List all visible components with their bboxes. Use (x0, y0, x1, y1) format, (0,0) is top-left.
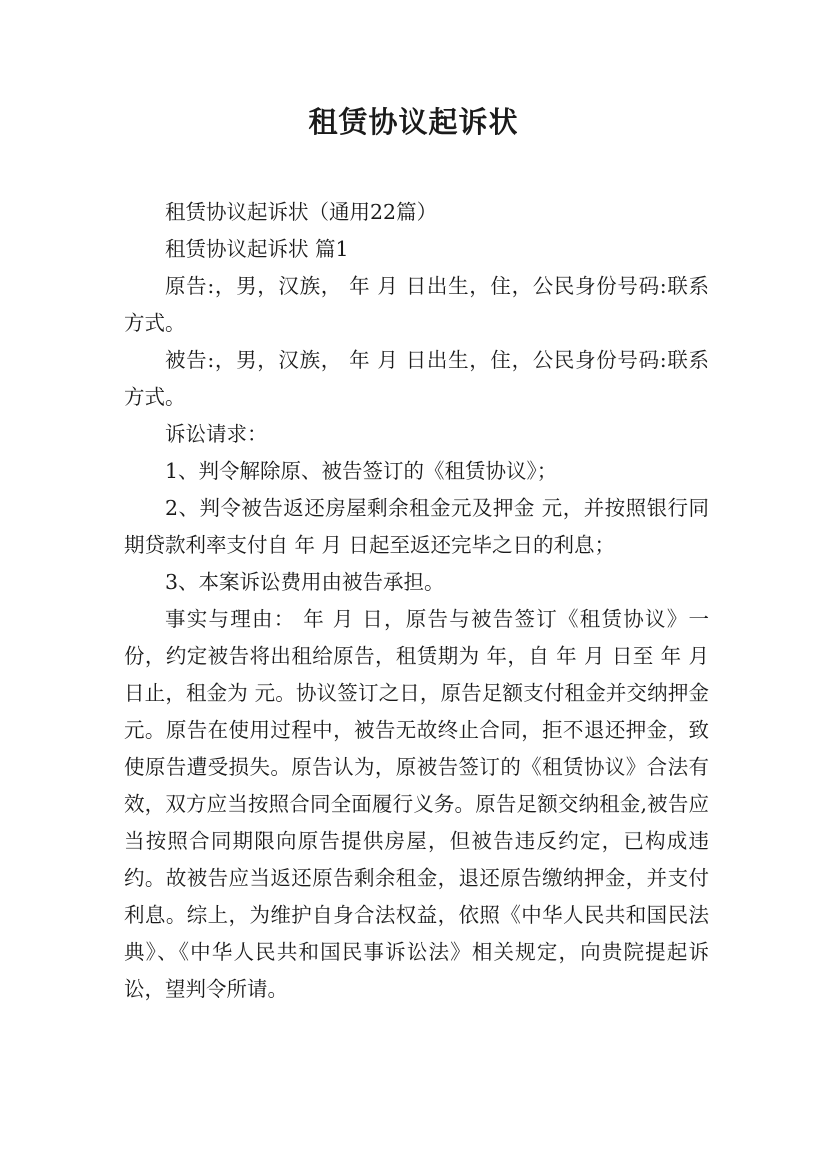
document-body (124, 194, 709, 1008)
claim-item-2: 2、判令被告返还房屋剩余租金元及押金 元，并按照银行同期贷款利率支付自 年 月 日起至返还完毕之日的利息； (124, 496, 709, 557)
document-title: 租赁协议起诉状 (308, 105, 519, 139)
section-heading: 租赁协议起诉状 篇1 (165, 237, 349, 261)
claims-heading: 诉讼请求： (165, 422, 268, 446)
subtitle-paragraph: 租赁协议起诉状（通用22篇） (165, 200, 438, 224)
claim-item-1: 1、判令解除原、被告签订的《租赁协议》； (165, 459, 558, 483)
claim-item-3: 3、本案诉讼费用由被告承担。 (165, 570, 445, 594)
defendant-paragraph: 被告:，男，汉族， 年 月 日出生，住，公民身份号码:联系方式。 (124, 348, 709, 409)
plaintiff-paragraph: 原告:，男，汉族， 年 月 日出生，住，公民身份号码:联系方式。 (124, 274, 709, 335)
facts-and-reasons-paragraph: 事实与理由： 年 月 日，原告与被告签订《租赁协议》一份，约定被告将出租给原告，租赁期为 年，自 年 月 日至 年 月 日止，租金为 元。协议签订之日，原告足额支付租金并交纳押金元。原告在使用过程中，被告无故终止合同，拒不退还押金，致使原告遭受损失。原告认为，原被告签订的《租赁协议》合法有效，双方应当按照合同全面履行义务。原告足额交纳租金,被告应当按照合同期限向原告提供房屋，但被告违反约定，已构成违约。故被告应当返还原告剩余租金，退还原告缴纳押金，并支付利息。综上，为维护自身合法权益，依照《中华人民共和国民法典》、《中华人民共和国民事诉讼法》相关规定，向贵院提起诉讼，望判令所请。 (124, 607, 709, 1001)
